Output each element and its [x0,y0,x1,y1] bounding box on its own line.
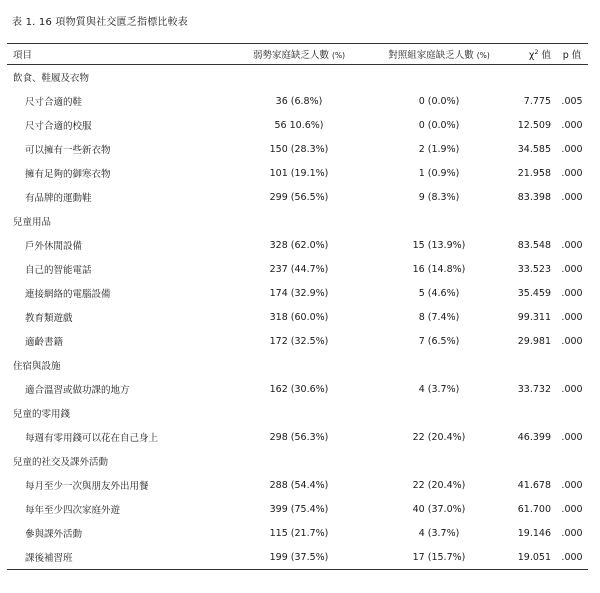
group2-count: 0 (0.0%) [418,95,460,107]
chi-square-value: 33.732 [517,383,551,395]
row-label: 參與課外活動 [25,529,83,540]
header-chi-sup: 2 [534,47,539,56]
p-value: .000 [561,335,583,347]
table-header-row [7,44,588,65]
table-row [7,473,588,497]
group1-count: 150 (28.3%) [269,143,329,155]
p-value: .000 [561,479,583,491]
row-label: 戶外休閒設備 [25,241,83,252]
group2-count: 22 (20.4%) [412,431,466,443]
category-title: 兒童的社交及課外活動 [13,457,109,468]
group2-count: 9 (8.3%) [418,191,460,203]
chi-square-value: 61.700 [517,503,551,515]
category-row [7,353,588,377]
group2-count: 17 (15.7%) [412,551,466,563]
p-value: .000 [561,527,583,539]
chi-square-value: 41.678 [517,479,551,491]
header-group2-unit: (%) [476,51,490,60]
group1-count: 288 (54.4%) [269,479,329,491]
category-row [7,401,588,425]
category-title: 住宿與設施 [13,361,61,372]
chi-square-value: 12.509 [517,119,551,131]
p-value: .000 [561,119,583,131]
table-row [7,137,588,161]
header-chi-label: 值 [541,50,551,61]
row-label: 課後補習班 [25,553,73,564]
header-group2 [385,47,493,61]
p-value: .000 [561,431,583,443]
header-item: 項目 [13,50,33,61]
table-row [7,161,588,185]
row-label: 連接網絡的電腦設備 [25,289,111,300]
row-label: 教育類遊戲 [25,313,73,324]
group2-count: 1 (0.9%) [418,167,460,179]
chi-square-value: 83.548 [517,239,551,251]
table-row [7,113,588,137]
row-label: 每週有零用錢可以花在自己身上 [25,433,159,444]
group1-count: 237 (44.7%) [269,263,329,275]
group1-count: 115 (21.7%) [269,527,329,539]
p-value: .000 [561,383,583,395]
category-row [7,209,588,233]
group1-count: 162 (30.6%) [269,383,329,395]
group1-count: 172 (32.5%) [269,335,329,347]
table-row [7,281,588,305]
group1-count: 36 (6.8%) [275,95,323,107]
table-body [7,65,588,569]
p-value: .000 [561,311,583,323]
p-value: .000 [561,239,583,251]
chi-square-value: 33.523 [517,263,551,275]
group2-count: 40 (37.0%) [412,503,466,515]
group2-count: 0 (0.0%) [418,119,460,131]
group2-count: 15 (13.9%) [412,239,466,251]
table-row [7,377,588,401]
group2-count: 4 (3.7%) [418,527,460,539]
chi-square-value: 46.399 [517,431,551,443]
group1-count: 199 (37.5%) [269,551,329,563]
header-group2-label: 對照組家庭缺乏人數 [388,50,474,61]
chi-square-value: 29.981 [517,335,551,347]
table-row [7,545,588,569]
table-row [7,233,588,257]
chi-square-value: 21.958 [517,167,551,179]
group2-count: 8 (7.4%) [418,311,460,323]
row-label: 有品牌的運動鞋 [25,193,92,204]
row-label: 擁有足夠的御寒衣物 [25,169,111,180]
table-row [7,89,588,113]
row-label: 可以擁有一些新衣物 [25,145,111,156]
header-chi-symbol: χ [528,50,535,61]
p-value: .000 [561,287,583,299]
chi-square-value: 34.585 [517,143,551,155]
row-label: 適齡書籍 [25,337,64,348]
table-row [7,497,588,521]
chi-square-value: 35.459 [517,287,551,299]
p-value: .000 [561,551,583,563]
category-row [7,449,588,473]
group2-count: 5 (4.6%) [418,287,460,299]
group2-count: 22 (20.4%) [412,479,466,491]
p-value: .005 [561,95,583,107]
table-row [7,185,588,209]
table-row [7,305,588,329]
table-row [7,425,588,449]
p-value: .000 [561,191,583,203]
header-chi-square [493,47,556,61]
chi-square-value: 19.146 [517,527,551,539]
header-group1-unit: (%) [332,51,346,60]
header-group1 [213,47,385,61]
chi-square-value: 7.775 [523,95,551,107]
chi-square-value: 19.051 [517,551,551,563]
row-label: 自己的智能電話 [25,265,92,276]
table-row [7,521,588,545]
group1-count: 56 10.6%) [274,119,324,131]
group2-count: 2 (1.9%) [418,143,460,155]
group1-count: 328 (62.0%) [269,239,329,251]
row-label: 每年至少四次家庭外遊 [25,505,121,516]
table-row [7,257,588,281]
table-caption: 表 1. 16 項物質與社交匱乏指標比較表 [12,17,189,28]
table-row [7,329,588,353]
chi-square-value: 83.398 [517,191,551,203]
chi-square-value: 99.311 [517,311,551,323]
group1-count: 318 (60.0%) [269,311,329,323]
group1-count: 101 (19.1%) [269,167,329,179]
header-p-value: p 值 [562,50,582,61]
category-title: 飲食、鞋履及衣物 [13,73,90,84]
group2-count: 16 (14.8%) [412,263,466,275]
header-group1-label: 弱勢家庭缺乏人數 [252,50,329,61]
row-label: 尺寸合適的鞋 [25,97,83,108]
group1-count: 174 (32.9%) [269,287,329,299]
group1-count: 399 (75.4%) [269,503,329,515]
category-title: 兒童用品 [13,217,52,228]
p-value: .000 [561,167,583,179]
group2-count: 4 (3.7%) [418,383,460,395]
group2-count: 7 (6.5%) [418,335,460,347]
group1-count: 299 (56.5%) [269,191,329,203]
p-value: .000 [561,503,583,515]
row-label: 適合溫習或做功課的地方 [25,385,130,396]
category-row [7,65,588,89]
group1-count: 298 (56.3%) [269,431,329,443]
category-title: 兒童的零用錢 [13,409,71,420]
row-label: 每月至少一次與朋友外出用餐 [25,481,149,492]
row-label: 尺寸合適的校服 [25,121,92,132]
comparison-table [7,43,588,570]
p-value: .000 [561,143,583,155]
p-value: .000 [561,263,583,275]
